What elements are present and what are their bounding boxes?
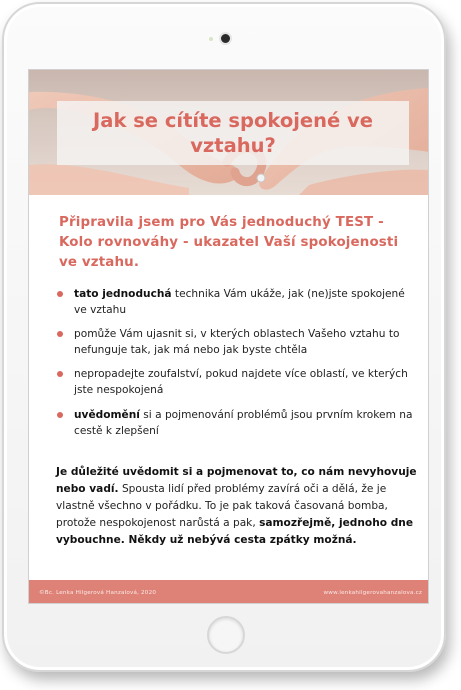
bullet-dot-icon: [57, 371, 63, 377]
bullet-dot-icon: [57, 331, 63, 337]
list-item: [57, 407, 417, 439]
tablet-frame: [2, 2, 446, 672]
home-button[interactable]: [207, 616, 245, 654]
hero-title-box: [57, 101, 409, 165]
footer-copyright: ©Bc. Lenka Hilgerová Hanzalová, 2020: [39, 589, 157, 596]
bullet-text: technika Vám ukáže, jak (ne)jste spokojené ve vztahu: [74, 288, 405, 316]
bullet-bold: uvědomění: [74, 409, 140, 421]
list-item: [57, 326, 417, 358]
closing-bold-end: samozřejmě, jednoho dne vybouchne. Někdy už nebývá cesta zpátky možná.: [56, 517, 414, 546]
closing-bold-lead: Je důležité uvědomit si a pojmenovat to, co nám nevyhovuje nebo vadí.: [56, 466, 417, 495]
closing-text: Spousta lidí před problémy zavírá oči a dělá, že je vlastně všechno v pořádku. To je pak taková časovaná bomba, protože nespokojenost narůstá a pak,: [56, 483, 388, 529]
footer-bar: [29, 580, 429, 604]
bullet-dot-icon: [57, 412, 63, 418]
intro-heading: Připravila jsem pro Vás jednoduchý TEST - Kolo rovnováhy - ukazatel Vaší spokojenosti ve vztahu.: [59, 215, 399, 270]
bullet-text: si a pojmenování problémů jsou prvním krokem na cestě k zlepšení: [74, 409, 413, 437]
document-page: [28, 69, 429, 604]
page-title: Jak se cítíte spokojené ve vztahu?: [93, 109, 373, 157]
bullet-bold: tato jednoduchá: [74, 288, 172, 300]
closing-paragraph: [56, 464, 418, 549]
camera-icon: [221, 34, 230, 43]
bullet-dot-icon: [57, 291, 63, 297]
list-item: [57, 286, 417, 318]
hero-image: [29, 70, 429, 195]
bullet-text: pomůže Vám ujasnit si, v kterých oblastech Vašeho vztahu to nefunguje tak, jak má nebo jak byste chtěla: [74, 328, 400, 356]
list-item: [57, 366, 417, 398]
bullet-text: nepropadejte zoufalství, pokud najdete více oblastí, ve kterých jste nespokojená: [74, 368, 408, 396]
sensor-dot: [209, 37, 213, 41]
footer-website-link[interactable]: www.lenkahilgerovahanzalova.cz: [323, 589, 422, 596]
